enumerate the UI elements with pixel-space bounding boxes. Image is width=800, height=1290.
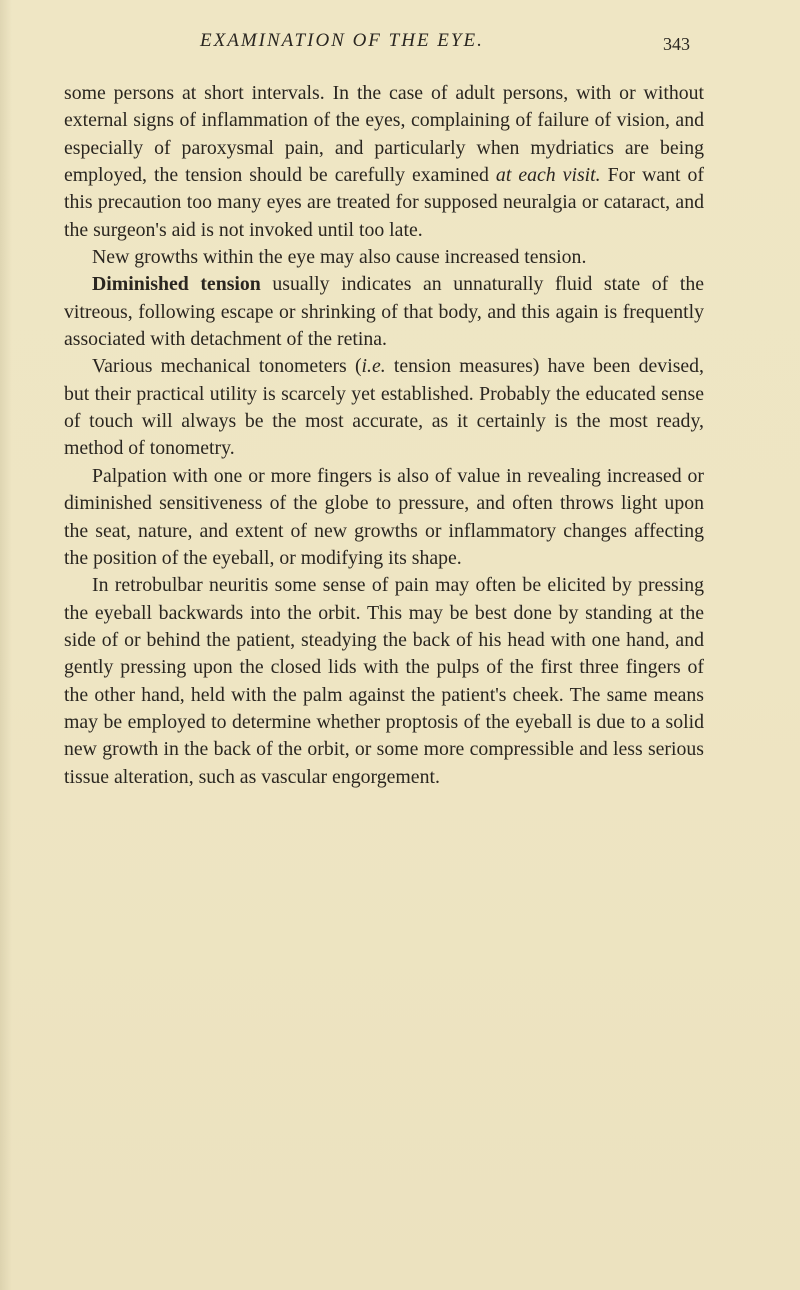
paragraph-4-start: Various mechanical tonometers (	[92, 355, 362, 378]
paragraph-1	[64, 80, 704, 244]
paragraph-2: New growths within the eye may also cause increased tension.	[92, 246, 587, 269]
paragraph-5: Palpation with one or more fingers is also of value in revealing increased or diminished sensitiveness of the globe to pressure, and often throws light upon the seat, nature, and extent of new growths or inflammatory changes affecting the position of the eyeball, or modifying its shape.	[64, 464, 704, 569]
paragraph-4-end: tension measures) have been devised, but their practical utility is scarcely yet established. Probably the educated sense of touch will always be the most accurate, as it certainly is the most ready, method of tonometry.	[64, 355, 705, 460]
page-edge-shadow	[0, 0, 12, 1290]
paragraph-3	[64, 271, 704, 353]
body-text	[64, 80, 704, 791]
paragraph-4	[64, 353, 704, 462]
running-title: EXAMINATION OF THE EYE.	[200, 30, 484, 51]
paragraph-1-emphasis: at each visit.	[495, 164, 601, 187]
page-number: 343	[663, 34, 690, 54]
paragraph-1-end: For want of this precaution too many eyes are treated for supposed neuralgia or cataract, and the surgeon's aid is not invoked until too late.	[64, 164, 705, 241]
paragraph-1-text: some persons at short intervals. In the case of adult persons, with or without external signs of inflammation of the eyes, complaining of failure of vision, and especially of paroxysmal pain, and particularly when mydriatics are being employed, the tension should be carefully examined	[64, 82, 704, 187]
paragraph-3-text: usually indicates an unnaturally fluid state of the vitreous, following escape or shrinking of that body, and this again is frequently associated with detachment of the retina.	[64, 273, 704, 351]
running-head	[0, 30, 800, 60]
paragraph-4-emphasis: i.e.	[361, 355, 386, 378]
paragraph-6: In retrobulbar neuritis some sense of pain may often be elicited by pressing the eyeball backwards into the orbit. This may be best done by standing at the side of or behind the patient, steadying the back of his head with one hand, and gently pressing upon the closed lids with the pulps of the first three fingers of the other hand, held with the palm against the patient's cheek. The same means may be employed to determine whether proptosis of the eyeball is due to a solid new growth in the back of the orbit, or some more compressible and less serious tissue alteration, such as vascular engorgement.	[64, 574, 704, 788]
paragraph-3-heading: Diminished tension	[92, 273, 261, 296]
